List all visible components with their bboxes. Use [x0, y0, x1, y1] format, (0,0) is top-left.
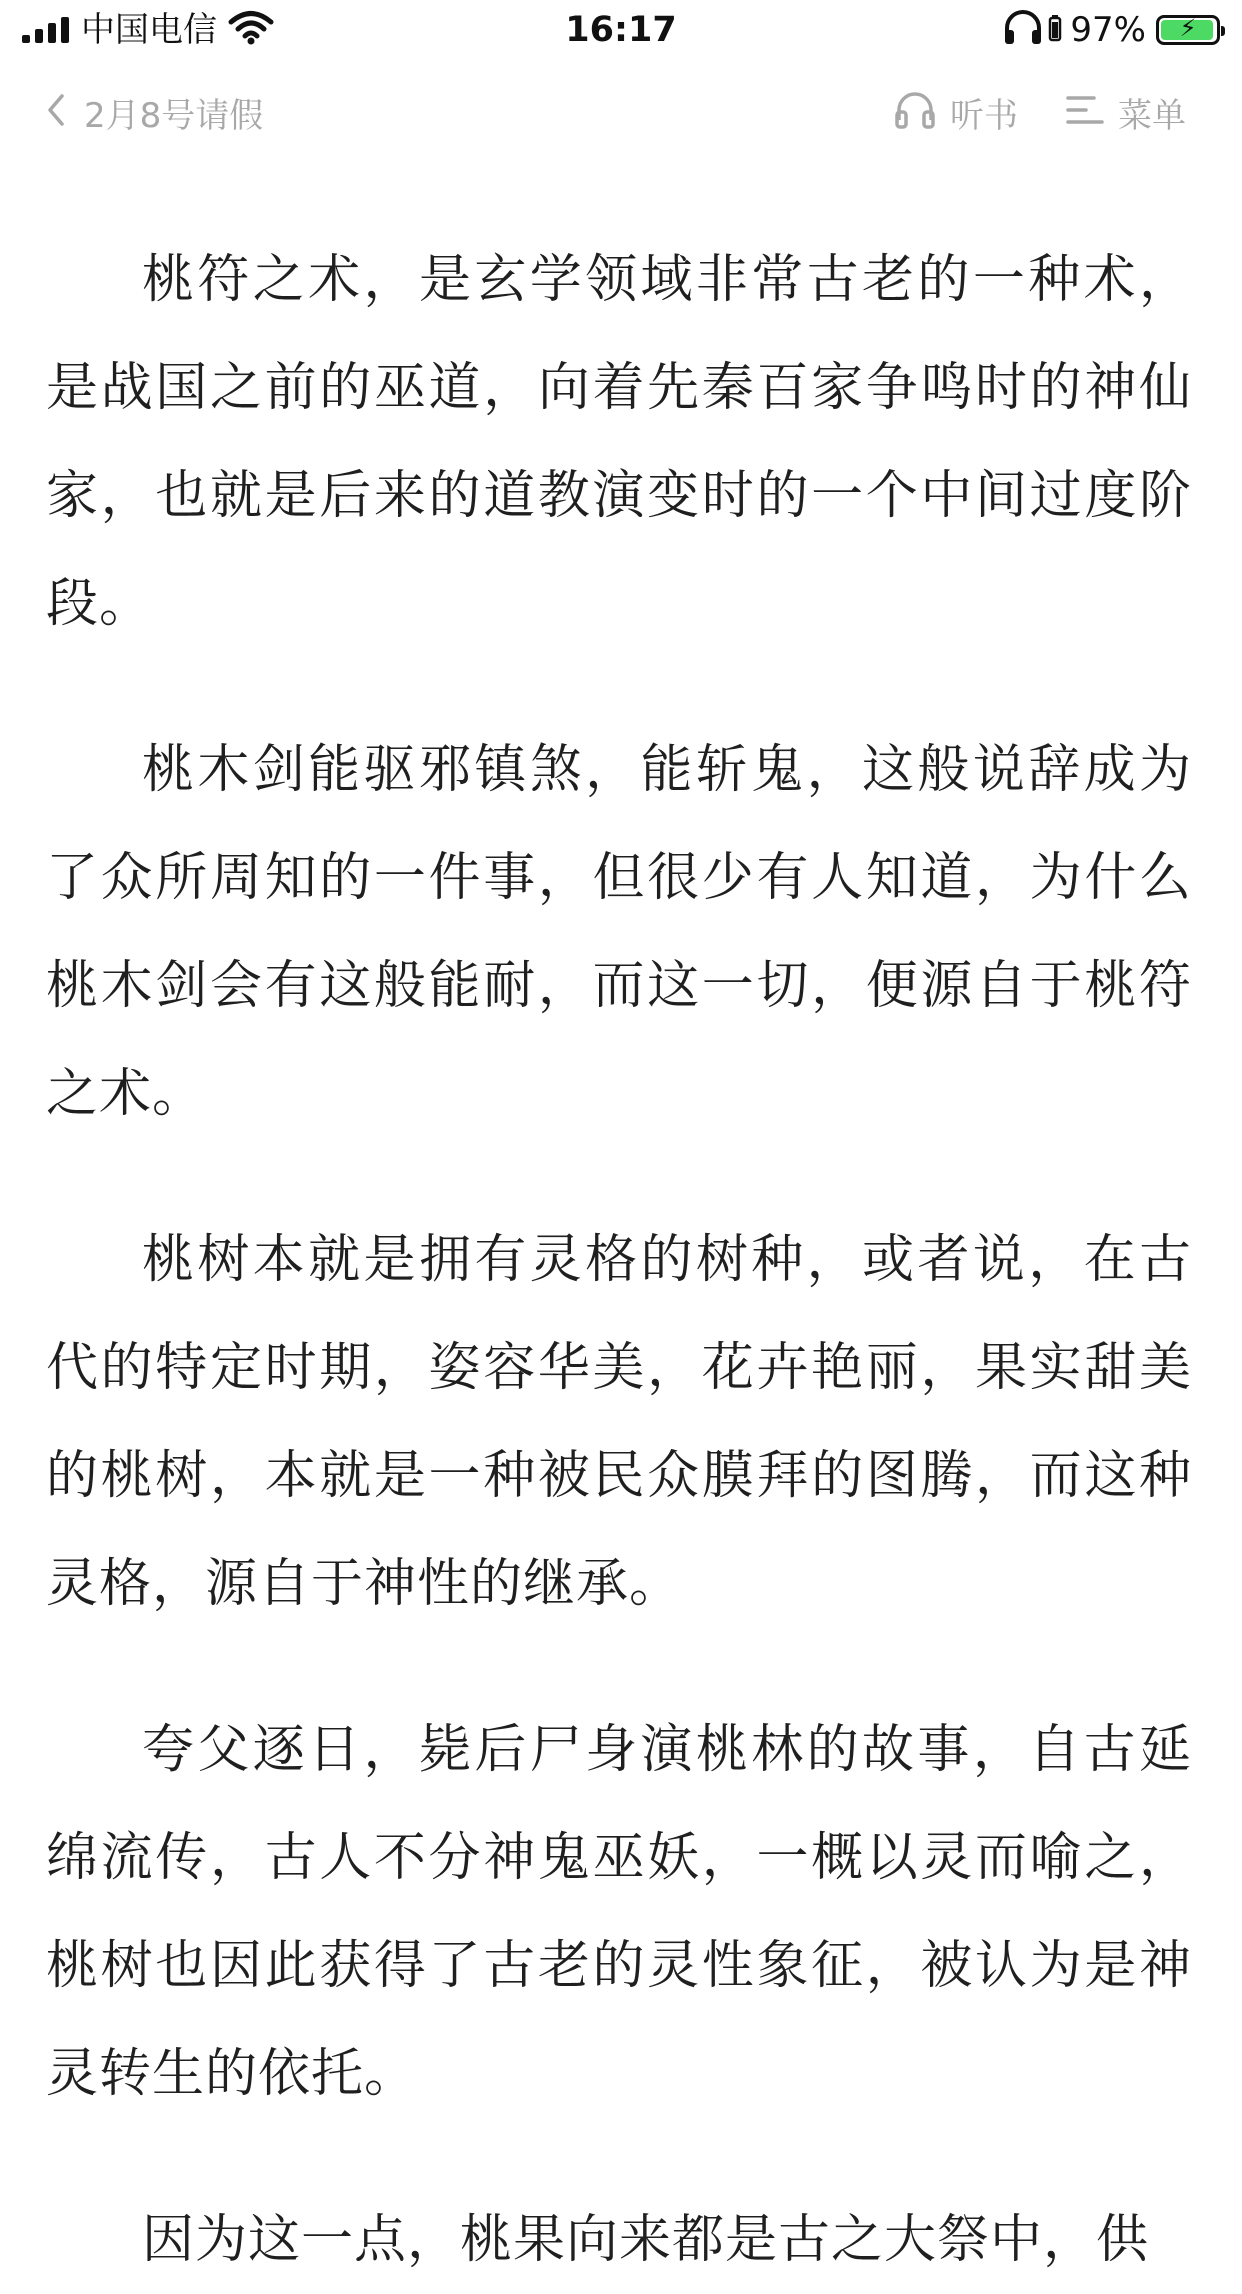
listen-button[interactable] — [894, 88, 1018, 137]
headphones-icon — [894, 90, 936, 134]
battery-percent: 97% — [1070, 10, 1146, 50]
header-actions — [894, 82, 1186, 142]
chevron-left-icon — [46, 93, 66, 131]
article-body[interactable] — [46, 226, 1192, 2270]
charging-bolt-icon: ⚡ — [1179, 14, 1197, 42]
menu-label: 菜单 — [1118, 95, 1186, 136]
paragraph-5: 因为这一点，桃果向来都是古之大祭中，供 — [142, 2210, 1150, 2270]
battery-small-icon — [1048, 14, 1062, 46]
paragraph-2: 桃木剑能驱邪镇煞，能斩鬼，这般说辞成为了众所周知的一件事，但很少有人知道，为什么桃木剑会有这般能耐，而这一切，便源自于桃符之术。 — [46, 740, 1192, 1124]
carrier-name: 中国电信 — [81, 10, 217, 50]
headphones-icon — [1002, 10, 1044, 50]
paragraph-3: 桃树本就是拥有灵格的树种，或者说，在古代的特定时期，姿容华美，花卉艳丽，果实甜美的桃树，本就是一种被民众膜拜的图腾，而这种灵格，源自于神性的继承。 — [46, 1230, 1192, 1614]
status-bar-right — [1002, 10, 1220, 50]
paragraph-1: 桃符之术，是玄学领域非常古老的一种术，是战国之前的巫道，向着先秦百家争鸣时的神仙家，也就是后来的道教演变时的一个中间过度阶段。 — [46, 250, 1192, 634]
battery-icon — [1156, 15, 1220, 45]
status-bar — [0, 0, 1242, 62]
paragraph-4: 夸父逐日，毙后尸身演桃林的故事，自古延绵流传，古人不分神鬼巫妖，一概以灵而喻之，桃树也因此获得了古老的灵性象征，被认为是神灵转生的依托。 — [46, 1720, 1192, 2104]
chapter-title: 2月8号请假 — [84, 95, 264, 136]
listen-label: 听书 — [950, 95, 1018, 136]
reader-header — [0, 82, 1242, 142]
menu-button[interactable] — [1066, 88, 1186, 137]
menu-icon — [1066, 94, 1104, 130]
status-time: 16:17 — [565, 10, 677, 50]
back-button[interactable] — [46, 82, 263, 142]
